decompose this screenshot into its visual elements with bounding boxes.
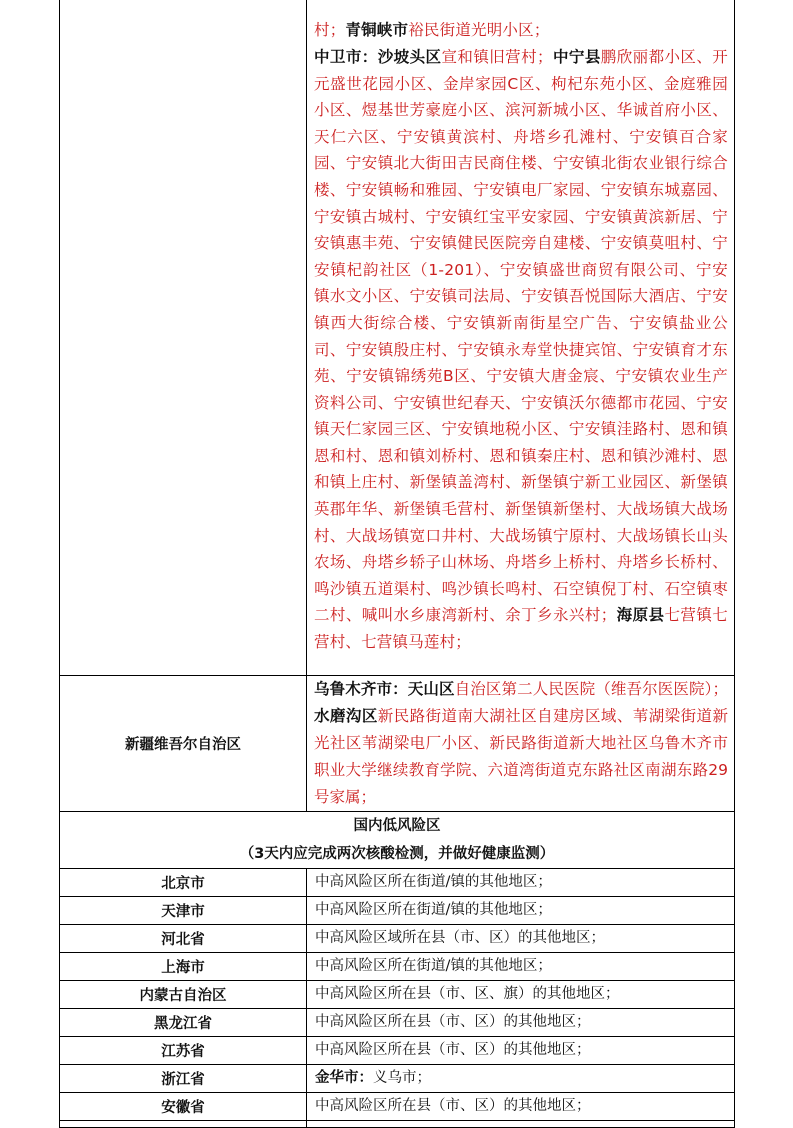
table-row	[60, 869, 735, 897]
area-detail-cell	[307, 676, 735, 812]
province-cell: 内蒙古自治区	[60, 981, 307, 1009]
city-label: 金华市：	[315, 1070, 373, 1086]
area-text: 义乌市；	[373, 1070, 431, 1086]
city-label: 中卫市：沙坡头区	[314, 47, 442, 66]
province-cell: 新疆维吾尔自治区	[60, 676, 307, 812]
area-detail-cell: 中高风险区所在街道/镇的其他地区；	[307, 897, 735, 925]
risk-area-table	[59, 0, 735, 1128]
area-text: 宣和镇旧营村；	[441, 47, 553, 66]
province-cell-empty	[60, 0, 307, 676]
area-detail-cell: 中高风险区所在县（市、区、旗）的其他地区；	[307, 981, 735, 1009]
table-row-ningxia-continued	[60, 0, 735, 676]
table-row	[60, 981, 735, 1009]
city-label: 乌鲁木齐市：天山区	[314, 680, 455, 698]
province-cell: 北京市	[60, 869, 307, 897]
city-label: 海原县	[616, 606, 665, 625]
area-text: 村；	[314, 21, 346, 40]
city-label: 水磨沟区	[314, 707, 378, 725]
area-list-ningxia	[314, 17, 728, 655]
low-risk-title: 国内低风险区	[353, 818, 441, 834]
area-text: 自治区第二人民医院（维吾尔医医院）；	[454, 680, 728, 698]
table-row	[60, 1037, 735, 1065]
area-text: 鹏欣丽都小区、开元盛世花园小区、金岸家园C区、枸杞东苑小区、金庭雅园小区、煜基世芳豪庭小区、滨河新城小区、华诚首府小区、天仁六区、宁安镇黄滨村、舟塔乡孔滩村、宁安镇百合家园、宁安镇北大街田吉民商住楼、宁安镇北街农业银行综合楼、宁安镇畅和雅园、宁安镇电厂家园、宁安镇东城嘉园、宁安镇古城村、宁安镇红宝平安家园、宁安镇黄滨新居、宁安镇惠丰苑、宁安镇健民医院旁自建楼、宁安镇莫咀村、宁安镇杞韵社区（1-201）、宁安镇盛世商贸有限公司、宁安镇水文小区、宁安镇司法局、宁安镇吾悦国际大酒店、宁安镇西大街综合楼、宁安镇新南街星空广告、宁安镇盐业公司、宁安镇殷庄村、宁安镇永寿堂快捷宾馆、宁安镇育才东苑、宁安镇锦绣苑B区、宁安镇大唐金宸、宁安镇农业生产资料公司、宁安镇世纪春天、宁安镇沃尔德都市花园、宁安镇天仁家园三区、宁安镇地税小区、宁安镇洼路村、恩和镇恩和村、恩和镇刘桥村、恩和镇秦庄村、恩和镇沙滩村、恩和镇上庄村、新堡镇盖湾村、新堡镇宁新工业园区、新堡镇英郡年华、新堡镇毛营村、新堡镇新堡村、大战场镇大战场村、大战场镇宽口井村、大战场镇宁原村、大战场镇长山头农场、舟塔乡轿子山林场、舟塔乡上桥村、舟塔乡长桥村、鸣沙镇五道渠村、鸣沙镇长鸣村、石空镇倪丁村、石空镇枣二村、喊叫水乡康湾新村、余丁乡永兴村；	[314, 47, 728, 625]
city-label: 青铜峡市	[345, 21, 409, 40]
risk-area-table-page	[59, 0, 735, 1128]
table-row	[60, 953, 735, 981]
province-cell: 江苏省	[60, 1037, 307, 1065]
province-cell: 河北省	[60, 925, 307, 953]
area-detail-cell	[307, 1065, 735, 1093]
province-cell: 浙江省	[60, 1065, 307, 1093]
area-detail-cell: 中高风险区所在县（市、区）的其他地区；	[307, 1009, 735, 1037]
province-cell: 安徽省	[60, 1093, 307, 1121]
area-detail-cell: 中高风险区所在街道/镇的其他地区；	[307, 869, 735, 897]
area-text: 新民路街道南大湖社区自建房区域、苇湖梁街道新光社区苇湖梁电厂小区、新民路街道新大地社区乌鲁木齐市职业大学继续教育学院、六道湾街道克东路社区南湖东路29号家属；	[314, 707, 728, 806]
low-risk-header-row	[60, 812, 735, 869]
table-row	[60, 925, 735, 953]
province-cell: 天津市	[60, 897, 307, 925]
low-risk-header-cell	[60, 812, 735, 869]
area-detail-cell	[307, 0, 735, 676]
city-label: 中宁县	[552, 47, 601, 66]
table-row	[60, 897, 735, 925]
area-detail-cell: 中高风险区域所在县（市、区）的其他地区；	[307, 925, 735, 953]
table-row	[60, 1009, 735, 1037]
table-row	[60, 1065, 735, 1093]
area-list-xinjiang	[314, 676, 728, 811]
low-risk-subtitle: （3天内应完成两次核酸检测，并做好健康监测）	[239, 846, 555, 862]
area-detail-cell: 中高风险区所在街道/镇的其他地区；	[307, 953, 735, 981]
table-row	[60, 1093, 735, 1121]
area-detail-cell: 中高风险区所在县（市、区）的其他地区；	[307, 1093, 735, 1121]
table-row-xinjiang	[60, 676, 735, 812]
area-text: 裕民街道光明小区；	[408, 21, 550, 40]
area-text: 七营镇七营村、七营镇马莲村；	[314, 606, 728, 652]
province-cell: 上海市	[60, 953, 307, 981]
province-cell: 黑龙江省	[60, 1009, 307, 1037]
area-detail-cell: 中高风险区所在县（市、区）的其他地区；	[307, 1037, 735, 1065]
